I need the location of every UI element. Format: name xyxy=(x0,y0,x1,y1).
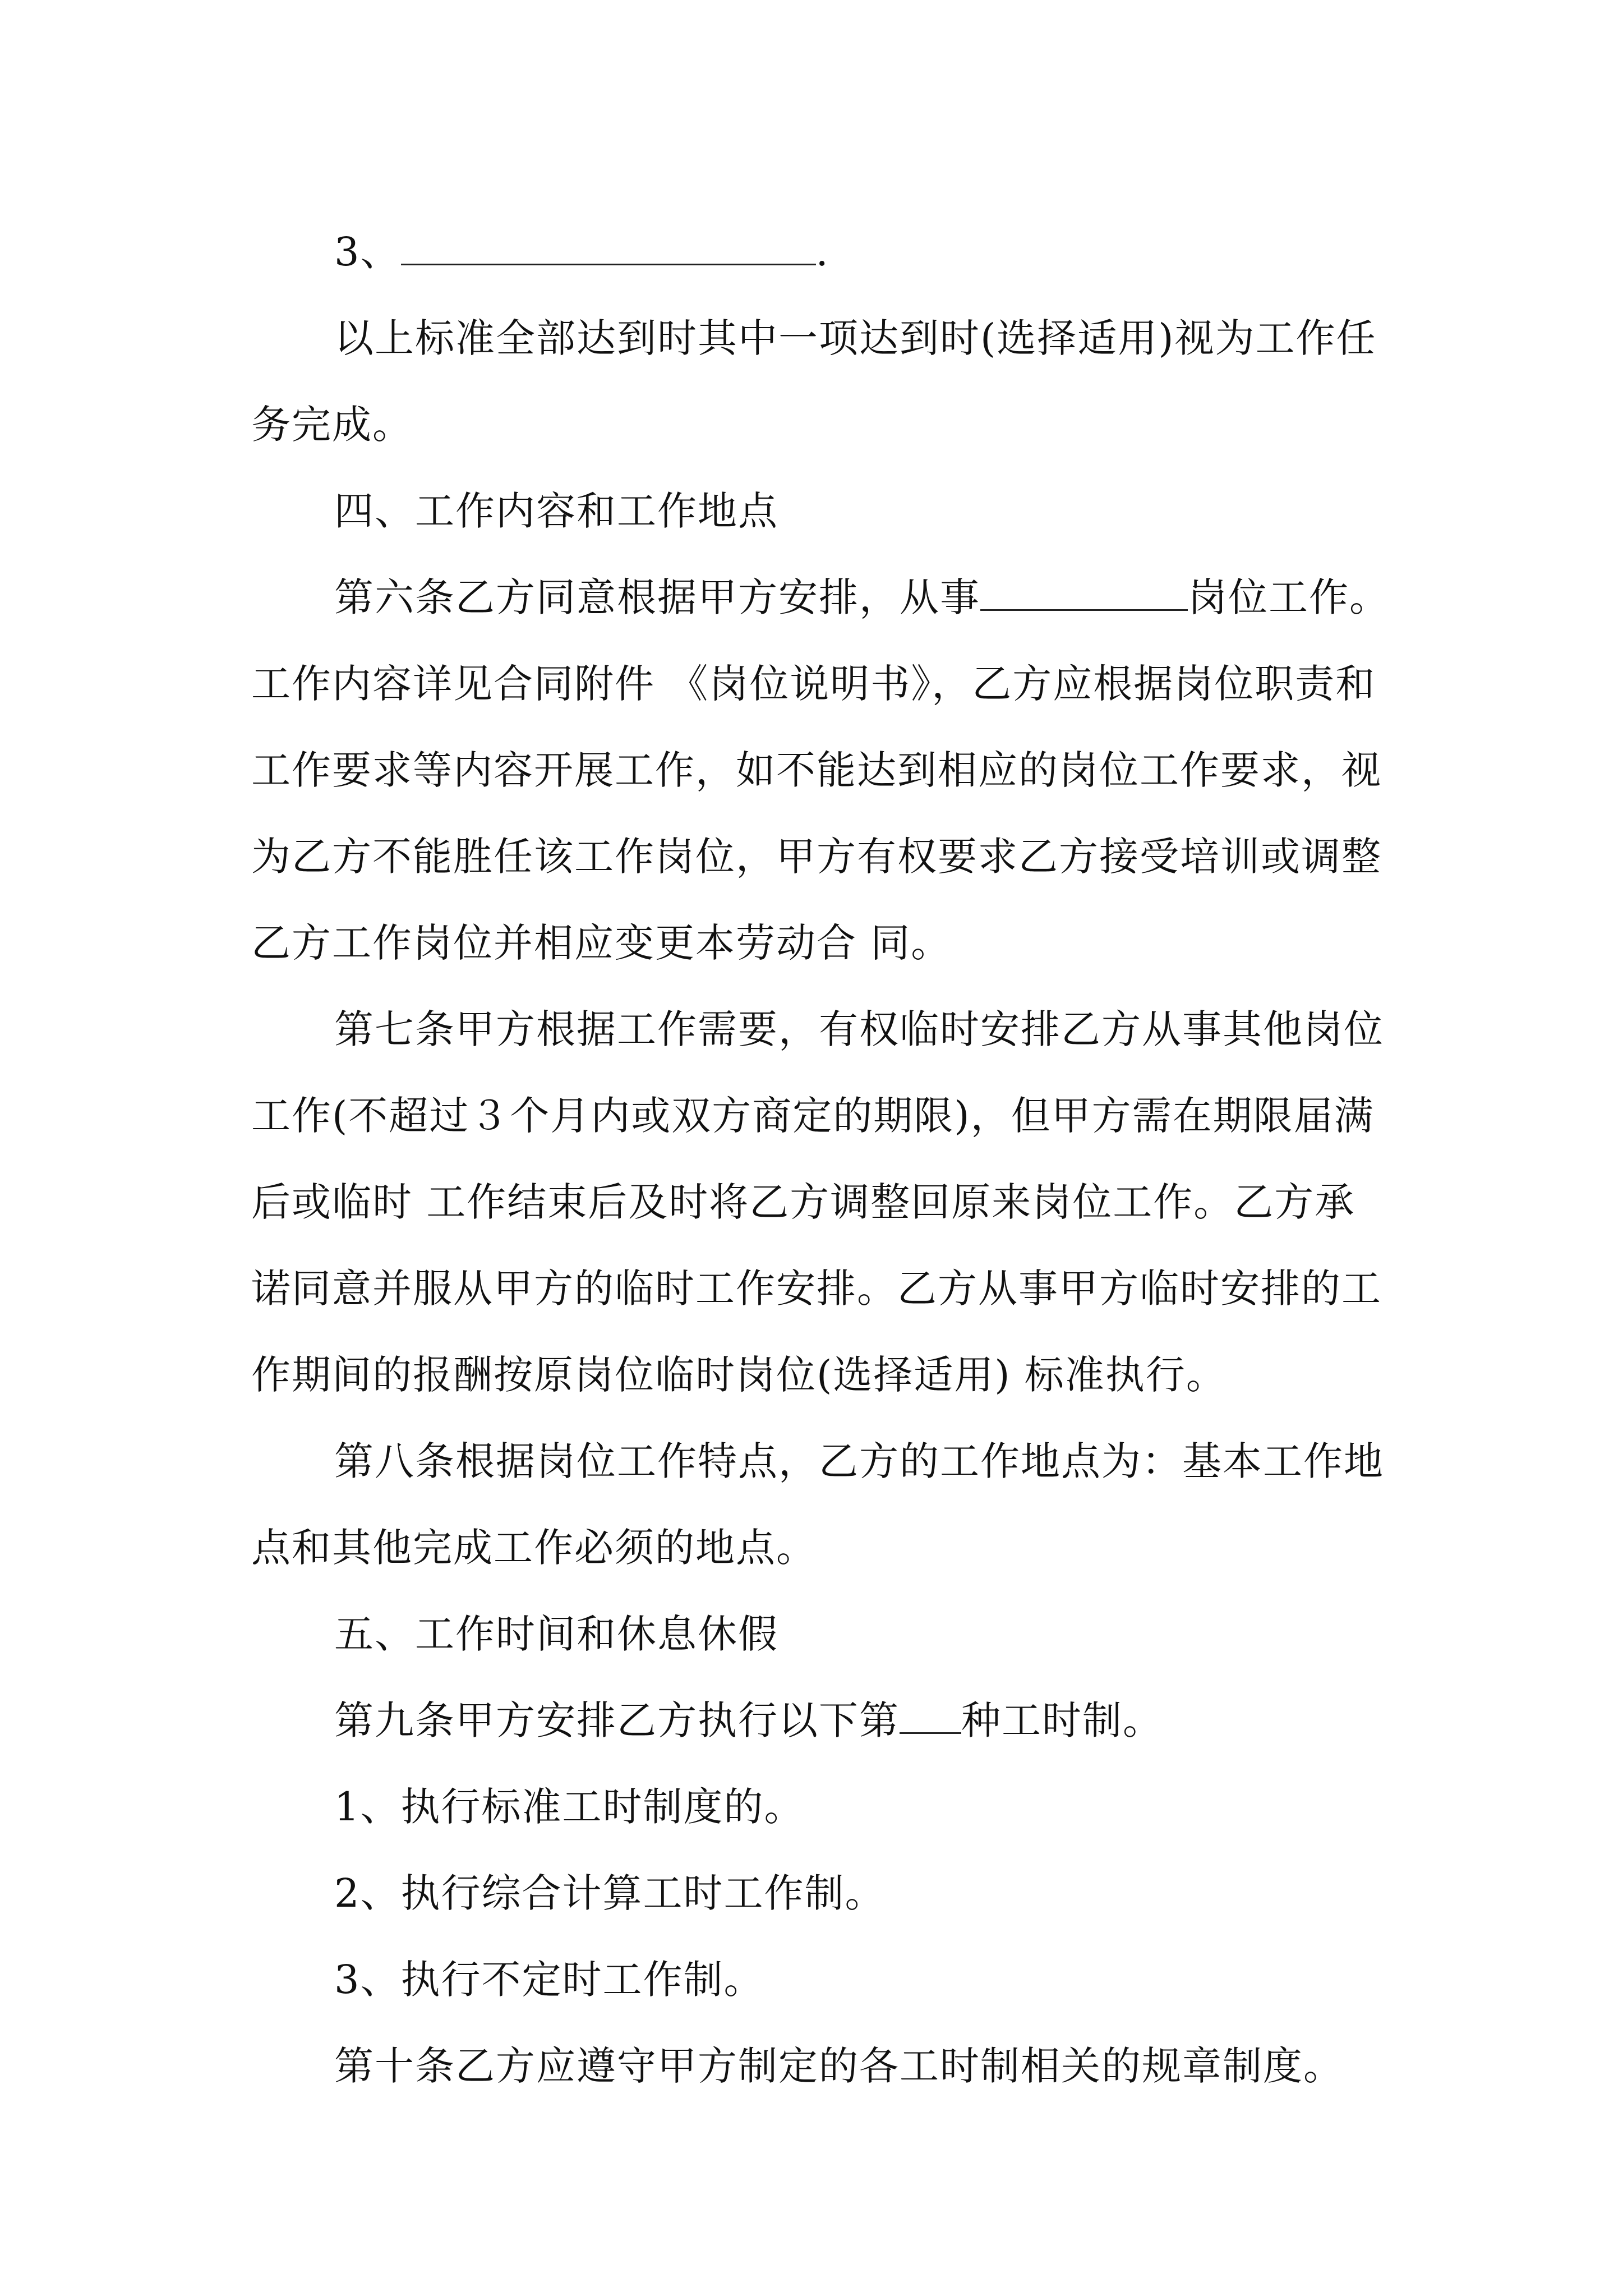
article-7-paragraph: 第七条甲方根据工作需要，有权临时安排乙方从事其他岗位工作(不超过３个月内或双方商定的期限)，但甲方需在期限届满后或临时 工作结束后及时将乙方调整回原来岗位工作。乙方承诺同意并服从甲方的临时工作安排。乙方从事甲方临时安排的工作期间的报酬按原岗位临时岗位(选择适用) 标准执行。 xyxy=(251,1006,1384,1398)
document-body xyxy=(251,209,1390,2109)
hours-option-1: 1、执行标准工时制度的。 xyxy=(334,1784,805,1830)
hours-type-blank xyxy=(900,1699,961,1734)
item-3-number: 3、 xyxy=(334,229,401,275)
article-9-end: 种工时制。 xyxy=(961,1697,1163,1743)
item-3-blank-line xyxy=(251,209,1390,295)
article-9-intro: 第九条甲方安排乙方执行以下第 xyxy=(334,1697,900,1743)
position-blank xyxy=(980,576,1188,611)
fill-in-blank xyxy=(401,230,816,265)
article-9-paragraph xyxy=(251,1677,1390,1764)
article-6-intro: 第六条乙方同意根据甲方安排，从事 xyxy=(334,574,980,620)
section-4-heading: 四、工作内容和工作地点 xyxy=(334,488,778,534)
article-6-paragraph xyxy=(251,554,1390,986)
section-5-heading: 五、工作时间和休息休假 xyxy=(334,1611,778,1657)
standard-completion-paragraph: 以上标准全部达到时其中一项达到时(选择适用)视为工作任务完成。 xyxy=(251,315,1377,448)
hours-option-2: 2、执行综合计算工时工作制。 xyxy=(334,1870,886,1916)
item-3-period: . xyxy=(815,229,829,275)
article-10-paragraph: 第十条乙方应遵守甲方制定的各工时制相关的规章制度。 xyxy=(334,2043,1344,2089)
hours-option-3: 3、执行不定时工作制。 xyxy=(334,1957,764,2003)
article-8-paragraph: 第八条根据岗位工作特点，乙方的工作地点为：基本工作地点和其他完成工作必须的地点。 xyxy=(251,1438,1384,1571)
article-6-body: 岗位工作。工作内容详见合同附件 《岗位说明书》，乙方应根据岗位职责和 工作要求等内容开展工作，如不能达到相应的岗位工作要求，视为乙方不能胜任该工作岗位，甲方有权要求乙方接受培训或调整乙方工作岗位并相应变更本劳动合 同。 xyxy=(251,574,1390,966)
